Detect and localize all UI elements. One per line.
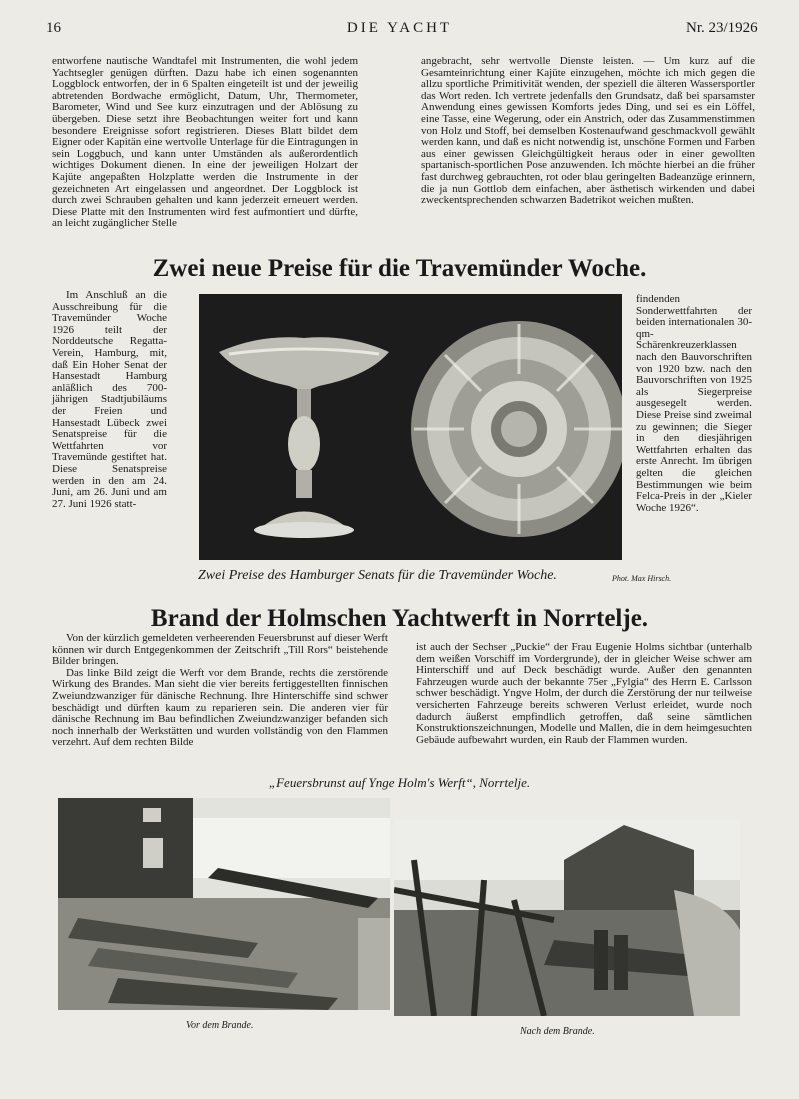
before-fire-caption: Vor dem Brande. <box>186 1020 254 1031</box>
top-left-text: entworfene nautische Wandtafel mit Instrumenten, die wohl jedem Yachtsegler genügen dürften. Dazu habe ich einen sogenannten Loggblock entworfen, der in 6 Spalten eingeteilt ist und der jeweilig abtretenden Bordwache ermöglicht, Datum, Uhr, Thermometer, Barometer, Wind und See kurz einzutragen und der Ablösung zu übergeben. Diese setzt ihre Beobachtungen weiter fort und kann besondere Ereignisse sofort registrieren. Dieses Blatt bildet dem Eigner oder Kapitän eine wertvolle Unterlage für die Eintragungen in sein Loggbuch, und kann unter Umständen als außerordentlich wichtiges Dokument dienen. In eine der jeweiligen Holzart der Kajüte angepaßten Holzplatte werden die Instrumente in der gezeichneten Art eingelassen und angeordnet. Der Loggblock ist durch zwei Schrauben gehalten und kann jederzeit erneuert werden. Diese Platte mit den Instrumenten wird fest aufmontiert und dürfte, an leicht zugänglicher Stelle <box>52 55 358 230</box>
article1-right-column <box>636 294 752 514</box>
article1-left-column <box>52 290 167 510</box>
article2-headline: Brand der Holmschen Yachtwerft in Norrtelje. <box>150 605 649 632</box>
trophy-photo-drawing <box>199 294 622 560</box>
after-fire-photo <box>394 820 740 1016</box>
article2-right-text: ist auch der Sechser „Puckie“ der Frau Eugenie Holms sichtbar (unterhalb dem weißen Vorschiff im Vordergrunde), der in gleicher Weise schwer am Hinterschiff und auf Deck beschädigt wurde. Außer den genannten Fahrzeugen wurde auch der bekannte 75er „Fylgia“ des Herrn E. Carlsson schwer beschädigt. Yngve Holm, der durch die Zerstörung der nur teilweise versicherten Fahrzeuge bereits schweren Verlust erleidet, wurde noch dadurch äußerst empfindlich getroffen, daß seine sämtlichen Konstruktionszeichnungen, Modelle und Mallen, die in dem heimgesuchten Gebäude aufbewahrt wurden, ein Raub der Flammen wurden. <box>416 641 752 746</box>
top-right-column <box>421 56 755 207</box>
trophy-photo <box>199 294 622 560</box>
before-fire-photo <box>58 798 390 1010</box>
article2-left-column <box>52 633 388 749</box>
article1-right-text: findenden Sonderwettfahrten der beiden internationalen 30-qm-Schärenkreuzerklassen nach den Bauvorschriften von 1920 bzw. nach den Bauvorschriften von 1925 als Siegerpreise ausgesegelt werden. Diese Preise sind zweimal zu gewinnen; die Sieger in den diesjährigen Wettfahrten erhalten das erste Anrecht. Im übrigen gelten die gleichen Bestimmungen wie beim Felca-Preis in der „Kieler Woche 1926“. <box>636 293 752 514</box>
fire-photos-title: „Feuersbrunst auf Ynge Holm's Werft“, Norrtelje. <box>268 775 531 790</box>
before-fire-drawing <box>58 798 390 1010</box>
photo-credit: Phot. Max Hirsch. <box>612 574 672 583</box>
page-number: 16 <box>46 20 61 36</box>
article2-left-para2: Das linke Bild zeigt die Werft vor dem Brande, rechts die zerstörende Wirkung des Brandes. Man sieht die vier bereits fertiggestellten finnischen Zweiundzwanziger für dänische Rechnung. Ihre Hinterschiffe sind schwer beschädigt und dürften kaum zu reparieren sein. Die anderen vier für dänische Rechnung im Bau befindlichen Zweiundzwanziger befanden sich noch innerhalb der Werkstätten und wurden vollständig von den Flammen verzehrt. Auf dem rechten Bilde <box>52 666 388 749</box>
article1-headline: Zwei neue Preise für die Travemünder Woche. <box>152 255 647 282</box>
article1-caption: Zwei Preise des Hamburger Senats für die Travemünder Woche. <box>198 568 557 583</box>
after-fire-caption: Nach dem Brande. <box>520 1026 595 1037</box>
after-fire-drawing <box>394 820 740 1016</box>
article2-right-column <box>416 642 752 746</box>
top-right-text: angebracht, sehr wertvolle Dienste leisten. — Um kurz auf die Gesamteinrichtung einer Kajüte einzugehen, möchte ich mich gegen die allzu sportliche Primitivität wenden, der speziell die älteren Wassersportler das Wort reden. Ich vertrete jedenfalls den Grundsatz, daß bei sparsamster Anwendung eines gewissen Komforts jedes Ding, und sei es ein Löffel, eine Tasse, eine Wegerung, oder ein Anstrich, oder das Zusammenstimmen von Holz und Stoff, bei demselben Kostenaufwand geschmackvoll gewählt werden kann, und daß es nicht notwendig ist, unschöne Formen und Farben aus einer gewissen Gleichgültigkeit heraus oder in einer gewollten spartanisch-sportlichen Pose anzuwenden. Ich möchte hierbei an die früher fast durchweg gebrauchten, rot oder blau geringelten Badeanzüge erinnern, die ja nun Gottlob dem einfachen, aber ästhetisch wirkenden und dabei zweckentsprechenden schwarzen Badetrikot weichen mußten. <box>421 55 755 207</box>
article1-left-text: Im Anschluß an die Ausschreibung für die Travemünder Woche 1926 teilt der Norddeutsche Regatta-Verein, Hamburg, mit, daß Ein Hoher Senat der Hansestadt Hamburg anläßlich des 700-jährigen Stadtjubiläums der Freien und Hansestadt Lübeck zwei Senatspreise für die Wettfahrten vor Travemünde gestiftet hat. Diese Senatspreise werden in den am 24. Juni, am 26. Juni und am 27. Juni 1926 statt- <box>52 289 167 510</box>
article2-left-para1: Von der kürzlich gemeldeten verheerenden Feuersbrunst auf dieser Werft können wir durch Entgegenkommen der Zeitschrift „Till Rors“ beistehende Bilder bringen. <box>52 632 388 668</box>
journal-title: DIE YACHT <box>346 20 453 36</box>
issue-number: Nr. 23/1926 <box>686 20 758 36</box>
top-left-column <box>52 56 358 230</box>
